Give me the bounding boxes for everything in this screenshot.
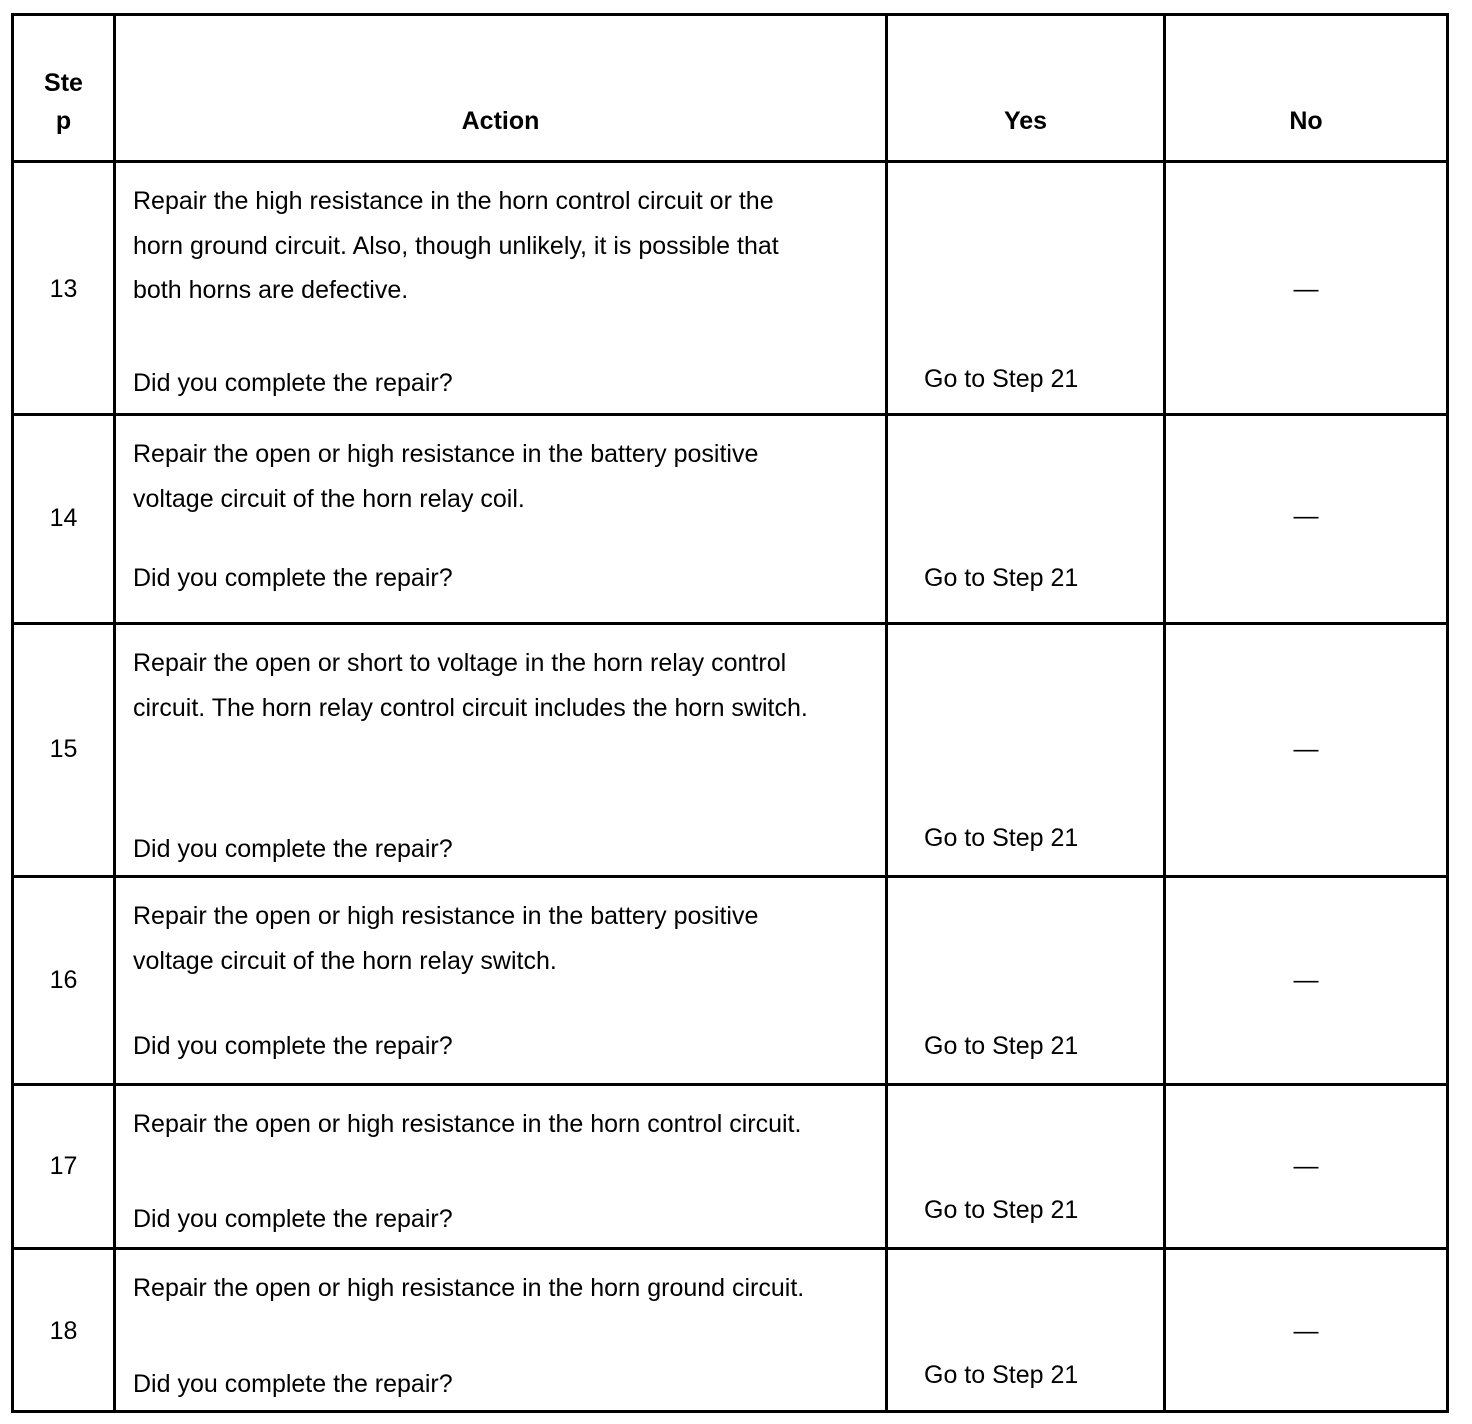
action-text: Repair the high resistance in the horn control circuit or the horn ground circuit. Also, though unlikely, it is possible that both horns are defective.: [133, 187, 779, 304]
yes-result: Go to Step 21: [924, 1032, 1079, 1060]
no-cell: [1165, 624, 1448, 877]
header-no-label: No: [1289, 107, 1323, 135]
header-step: [13, 15, 115, 162]
header-row: [13, 15, 1448, 162]
step-cell: [13, 877, 115, 1085]
action-text: Repair the open or high resistance in the battery positive voltage circuit of the horn relay switch.: [133, 902, 759, 975]
step-cell: [13, 1085, 115, 1249]
yes-cell: [887, 1249, 1165, 1412]
no-cell: [1165, 415, 1448, 624]
table-row: [13, 624, 1448, 877]
step-number: 14: [49, 504, 78, 532]
step-number: 17: [49, 1152, 78, 1180]
table-row: [13, 1249, 1448, 1412]
action-cell: [115, 877, 887, 1085]
diagnostic-table: [11, 13, 1449, 1413]
yes-cell: [887, 162, 1165, 415]
no-cell: [1165, 162, 1448, 415]
step-cell: [13, 162, 115, 415]
step-cell: [13, 415, 115, 624]
yes-cell: [887, 415, 1165, 624]
action-question: Did you complete the repair?: [133, 369, 453, 397]
table-row: [13, 1085, 1448, 1249]
action-cell: [115, 1249, 887, 1412]
no-cell: [1165, 877, 1448, 1085]
action-question: Did you complete the repair?: [133, 564, 453, 592]
action-cell: [115, 624, 887, 877]
no-result: —: [1293, 1152, 1319, 1180]
no-result: —: [1293, 502, 1319, 530]
action-cell: [115, 415, 887, 624]
table-row: [13, 877, 1448, 1085]
yes-result: Go to Step 21: [924, 564, 1079, 592]
table-row: [13, 415, 1448, 624]
step-cell: [13, 1249, 115, 1412]
step-number: 18: [49, 1317, 78, 1345]
header-yes-label: Yes: [1003, 107, 1048, 135]
action-text: Repair the open or high resistance in the battery positive voltage circuit of the horn relay coil.: [133, 440, 759, 513]
no-result: —: [1293, 1317, 1319, 1345]
action-cell: [115, 1085, 887, 1249]
header-yes: [887, 15, 1165, 162]
no-result: —: [1293, 735, 1319, 763]
action-question: Did you complete the repair?: [133, 1370, 453, 1398]
action-text: Repair the open or short to voltage in the horn relay control circuit. The horn relay control circuit includes the horn switch.: [133, 649, 808, 722]
step-number: 16: [49, 966, 78, 994]
action-question: Did you complete the repair?: [133, 1032, 453, 1060]
yes-result: Go to Step 21: [924, 365, 1079, 393]
action-text: Repair the open or high resistance in the horn ground circuit.: [133, 1274, 805, 1302]
no-cell: [1165, 1249, 1448, 1412]
no-result: —: [1293, 275, 1319, 303]
yes-cell: [887, 1085, 1165, 1249]
yes-result: Go to Step 21: [924, 1361, 1079, 1389]
step-cell: [13, 624, 115, 877]
table-row: [13, 162, 1448, 415]
header-no: [1165, 15, 1448, 162]
yes-cell: [887, 877, 1165, 1085]
no-result: —: [1293, 966, 1319, 994]
yes-result: Go to Step 21: [924, 1196, 1079, 1224]
yes-result: Go to Step 21: [924, 824, 1079, 852]
action-text: Repair the open or high resistance in the horn control circuit.: [133, 1110, 802, 1138]
no-cell: [1165, 1085, 1448, 1249]
step-number: 13: [49, 275, 78, 303]
action-cell: [115, 162, 887, 415]
yes-cell: [887, 624, 1165, 877]
header-step-label: Step: [44, 69, 83, 135]
step-number: 15: [49, 735, 78, 763]
header-action: [115, 15, 887, 162]
header-action-label: Action: [461, 107, 540, 135]
action-question: Did you complete the repair?: [133, 1205, 453, 1233]
action-question: Did you complete the repair?: [133, 835, 453, 863]
